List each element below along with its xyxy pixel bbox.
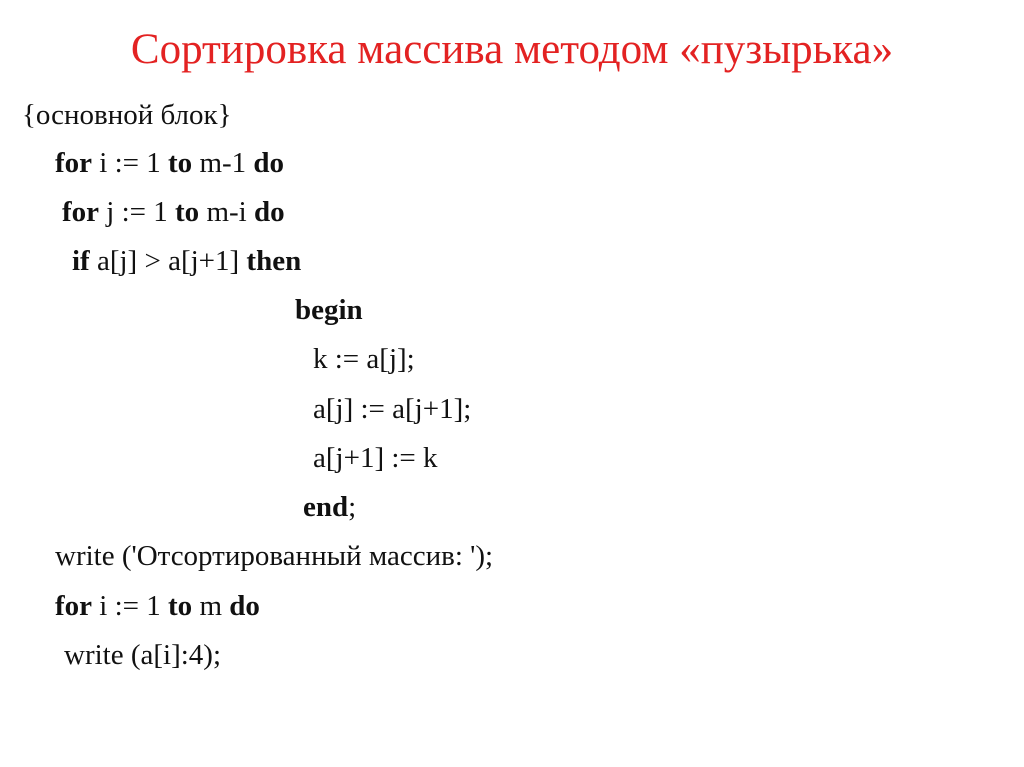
code-keyword: for — [55, 590, 93, 622]
code-keyword: if — [72, 245, 90, 277]
code-keyword: do — [253, 147, 285, 179]
code-text: m-1 — [192, 147, 254, 179]
code-line — [22, 95, 232, 135]
code-keyword: to — [168, 590, 193, 622]
code-text: m-i — [199, 196, 254, 228]
code-text: a[j+1] := k — [313, 442, 438, 474]
code-text: a[j] := a[j+1]; — [313, 393, 472, 425]
code-keyword: to — [175, 196, 200, 228]
code-keyword: for — [55, 147, 93, 179]
code-line — [303, 487, 356, 527]
code-text: write (a[i]:4); — [64, 639, 222, 671]
code-keyword: do — [229, 590, 260, 622]
code-keyword: to — [168, 147, 193, 179]
code-line — [313, 389, 471, 429]
code-text: ; — [348, 491, 357, 523]
code-text: a[j] > a[j+1] — [89, 245, 247, 277]
code-line — [72, 241, 301, 281]
code-line — [313, 438, 438, 478]
code-text: m — [192, 590, 230, 622]
code-keyword: then — [246, 245, 302, 277]
code-line — [313, 339, 415, 379]
code-text: write ('Отсортированный массив: '); — [55, 540, 494, 572]
code-line — [295, 290, 363, 330]
code-line — [64, 635, 221, 675]
code-keyword: end — [303, 491, 349, 523]
code-text: i := 1 — [92, 590, 169, 622]
code-text: i := 1 — [92, 147, 169, 179]
code-keyword: begin — [295, 294, 363, 326]
code-text: j := 1 — [99, 196, 176, 228]
code-line — [62, 192, 285, 232]
code-text: {основной блок} — [22, 99, 232, 131]
code-keyword: do — [253, 196, 285, 228]
slide-title: Сортировка массива методом «пузырька» — [130, 26, 894, 73]
code-keyword: for — [62, 196, 100, 228]
code-line — [55, 143, 284, 183]
code-line — [55, 586, 260, 626]
code-text: k := a[j]; — [313, 343, 415, 375]
code-line — [55, 536, 493, 576]
